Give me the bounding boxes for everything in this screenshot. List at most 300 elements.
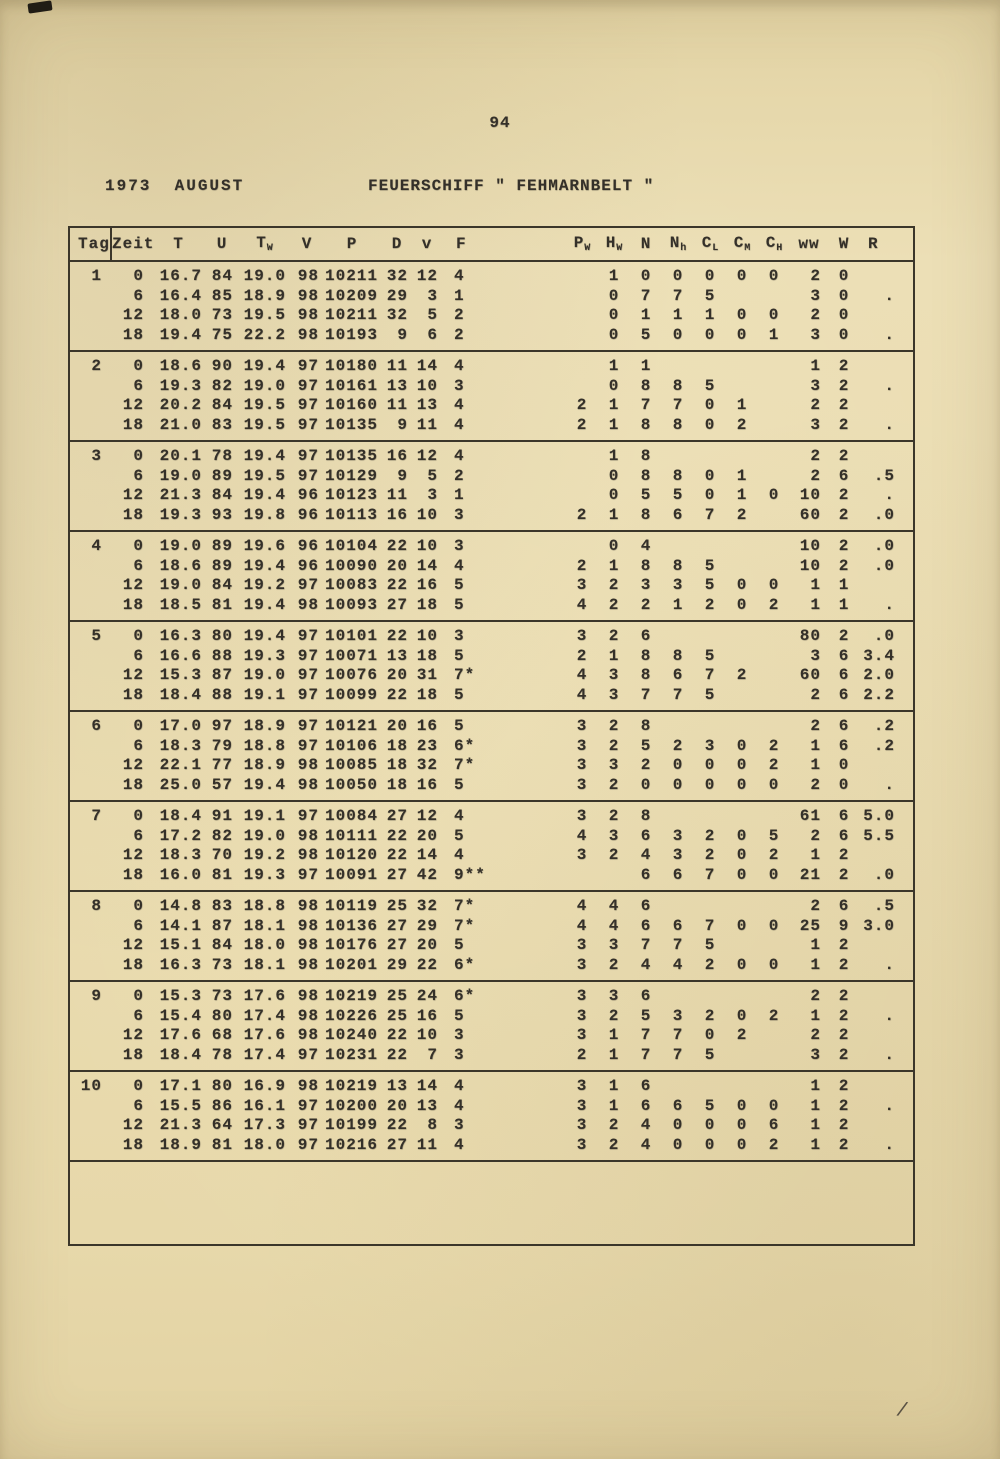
cell-wind-force: 4 [454, 846, 465, 864]
cell-mid-cloud-type: 0 [736, 267, 748, 285]
cell-precipitation: .5 [873, 897, 895, 915]
cell-zeit: 12 [122, 486, 144, 504]
cell-wave-height: 0 [608, 306, 620, 324]
cell-precipitation [860, 396, 913, 416]
cell-mid-cloud-type: 0 [736, 576, 748, 594]
cell-wind-speed: 31 [416, 666, 438, 684]
table-row [70, 447, 913, 467]
cell-air-temp: 17.6 [159, 1026, 202, 1044]
cell-precipitation [860, 756, 913, 776]
cell-humidity: 84 [211, 576, 233, 594]
cell-pressure: 10135 [324, 447, 378, 465]
cell-low-cloud-cover [662, 537, 694, 557]
cell-mid-cloud-type: 0 [736, 826, 748, 845]
cell-wind-direction: 13 [386, 376, 408, 395]
cell-wave-height: 1 [608, 396, 620, 414]
table-row [70, 1136, 913, 1156]
cell-wind-force: 6* [454, 955, 476, 974]
cell-zeit: 0 [133, 717, 144, 735]
cell-zeit: 6 [133, 1006, 144, 1025]
cell-humidity: 80 [211, 1077, 233, 1095]
cell-air-temp: 16.7 [159, 267, 202, 285]
cell-high-cloud-type [758, 447, 790, 467]
cell-humidity: 89 [211, 537, 233, 555]
table-row [70, 357, 913, 377]
cell-air-temp: 18.4 [159, 807, 202, 825]
cell-tag [70, 737, 112, 757]
cell-pressure: 10176 [324, 936, 378, 954]
column-gap [532, 1136, 566, 1156]
cell-low-cloud-cover: 0 [672, 756, 684, 774]
cell-precipitation [860, 936, 913, 956]
cell-pressure: 10211 [324, 267, 378, 285]
cell-wave-period: 3 [576, 936, 588, 954]
cell-wave-period: 4 [576, 595, 588, 614]
cell-visibility: 98 [297, 756, 319, 774]
cell-low-cloud-cover: 8 [672, 376, 684, 395]
table-row [70, 467, 913, 487]
cell-cloud-cover: 8 [640, 666, 652, 684]
cell-wind-speed: 12 [416, 447, 438, 465]
cell-mid-cloud-type: 0 [736, 846, 748, 864]
cell-visibility: 97 [297, 627, 319, 645]
cell-low-cloud-cover: 0 [672, 1116, 684, 1134]
cell-high-cloud-type [758, 666, 790, 686]
table-row [70, 917, 913, 937]
cell-low-cloud-cover: 7 [672, 936, 684, 954]
table-row [70, 647, 913, 667]
cell-wave-period: 3 [576, 846, 588, 864]
column-gap [532, 897, 566, 917]
cell-past-weather: 2 [838, 447, 850, 465]
cell-wind-speed: 12 [416, 807, 438, 825]
cell-low-cloud-type: 2 [704, 955, 716, 974]
cell-air-temp: 18.3 [159, 846, 202, 864]
cell-wind-direction: 22 [386, 627, 408, 645]
cell-high-cloud-type [758, 467, 790, 487]
cell-humidity: 73 [211, 306, 233, 324]
cell-past-weather: 2 [838, 556, 850, 575]
cell-past-weather: 6 [838, 666, 850, 684]
cell-present-weather: 3 [810, 286, 821, 305]
cell-visibility: 98 [297, 987, 319, 1005]
column-gap [532, 756, 566, 776]
cell-low-cloud-cover [662, 627, 694, 647]
cell-precipitation: . [884, 486, 895, 504]
cell-pressure: 10090 [324, 556, 378, 575]
cell-precipitation: .5 [873, 466, 895, 485]
cell-zeit: 12 [122, 756, 144, 774]
cell-tag [70, 506, 112, 526]
cell-visibility: 97 [297, 666, 319, 684]
cell-mid-cloud-type: 1 [736, 486, 748, 504]
cell-water-temp: 19.3 [243, 865, 286, 884]
table-row [70, 686, 913, 706]
cell-wind-direction: 22 [386, 846, 408, 864]
cell-water-temp: 18.8 [243, 897, 286, 915]
column-header-precipitation [860, 235, 913, 253]
cell-wind-direction: 18 [386, 775, 408, 794]
cell-low-cloud-type [694, 807, 726, 827]
cell-high-cloud-type [758, 287, 790, 307]
cell-humidity: 86 [211, 1096, 233, 1115]
table-row [70, 306, 913, 326]
cell-wind-speed: 10 [416, 1026, 438, 1044]
cell-high-cloud-type [758, 506, 790, 526]
cell-wind-force: 5 [454, 717, 465, 735]
cell-wave-period [566, 287, 598, 307]
cell-pressure: 10050 [324, 775, 378, 794]
cell-low-cloud-cover: 0 [672, 1135, 684, 1154]
cell-visibility: 97 [297, 447, 319, 465]
cell-zeit: 18 [122, 415, 144, 434]
cell-pressure: 10231 [324, 1045, 378, 1064]
cell-humidity: 73 [211, 987, 233, 1005]
cell-high-cloud-type: 0 [768, 267, 780, 285]
cell-wind-speed: 16 [416, 576, 438, 594]
cell-water-temp: 19.4 [243, 775, 286, 794]
cell-visibility: 98 [297, 846, 319, 864]
cell-water-temp: 19.8 [243, 505, 286, 524]
column-label: P [573, 234, 585, 252]
cell-mid-cloud-type [726, 1046, 758, 1066]
cell-high-cloud-type [758, 1026, 790, 1046]
cell-zeit: 12 [122, 936, 144, 954]
cell-high-cloud-type: 2 [768, 1006, 780, 1025]
cell-wind-direction: 32 [386, 267, 408, 285]
table-row [70, 537, 913, 557]
column-header-visibility [292, 235, 322, 253]
cell-wave-height: 1 [608, 556, 620, 575]
cell-wave-height: 1 [608, 357, 620, 375]
cell-wind-speed: 11 [416, 415, 438, 434]
cell-wave-period: 4 [576, 897, 588, 915]
column-header-high-cloud-type [758, 234, 790, 254]
cell-humidity: 84 [211, 486, 233, 504]
column-label: C [765, 234, 777, 252]
cell-wave-period: 3 [576, 807, 588, 825]
cell-high-cloud-type: 2 [768, 756, 780, 774]
cell-low-cloud-type: 0 [704, 1135, 716, 1154]
cell-water-temp: 19.2 [243, 846, 286, 864]
cell-precipitation: .0 [873, 865, 895, 884]
cell-mid-cloud-type: 2 [736, 1026, 748, 1044]
column-label: T [256, 234, 267, 252]
cell-high-cloud-type: 0 [768, 955, 780, 974]
cell-precipitation: .2 [873, 717, 895, 735]
cell-zeit: 6 [133, 646, 144, 665]
cell-wind-direction: 27 [386, 1135, 408, 1154]
cell-past-weather: 2 [838, 846, 850, 864]
cell-wave-period: 3 [576, 1096, 588, 1115]
cell-zeit: 18 [122, 505, 144, 524]
cell-wave-height: 0 [608, 286, 620, 305]
cell-air-temp: 18.9 [159, 1135, 202, 1154]
table-row [70, 1116, 913, 1136]
cell-precipitation: .0 [873, 556, 895, 575]
cell-visibility: 98 [297, 286, 319, 305]
cell-visibility: 96 [297, 537, 319, 555]
cell-low-cloud-cover: 1 [672, 306, 684, 324]
column-label: U [216, 235, 228, 253]
cell-high-cloud-type [758, 987, 790, 1007]
column-gap [532, 396, 566, 416]
cell-low-cloud-type: 0 [704, 415, 716, 434]
column-gap [532, 267, 566, 287]
cell-present-weather: 2 [810, 897, 821, 915]
column-label: R [868, 235, 879, 253]
cell-low-cloud-cover [662, 1077, 694, 1097]
cell-mid-cloud-type: 0 [736, 955, 748, 974]
cell-wave-period: 3 [576, 775, 588, 794]
column-header-tag [70, 228, 112, 260]
day-group-1 [70, 262, 913, 352]
cell-present-weather: 2 [810, 717, 821, 735]
cell-low-cloud-type: 0 [704, 1116, 716, 1134]
cell-pressure: 10200 [324, 1096, 378, 1115]
column-gap [532, 576, 566, 596]
cell-low-cloud-cover [662, 357, 694, 377]
cell-high-cloud-type: 5 [768, 826, 780, 845]
table-body [70, 262, 913, 1162]
cell-tag [70, 1046, 112, 1066]
cell-wave-height: 2 [608, 717, 620, 735]
cell-wave-period: 3 [576, 1026, 588, 1044]
cell-wave-period [566, 306, 598, 326]
cell-high-cloud-type: 2 [768, 736, 780, 755]
cell-mid-cloud-type [726, 627, 758, 647]
column-gap [532, 1026, 566, 1046]
cell-tag: 1 [91, 267, 102, 285]
cell-cloud-cover: 7 [640, 1026, 652, 1044]
cell-water-temp: 18.8 [243, 736, 286, 755]
cell-humidity: 84 [211, 396, 233, 414]
column-header-water-temp [237, 234, 292, 254]
cell-cloud-cover: 8 [640, 447, 652, 465]
column-label: v [421, 235, 433, 253]
cell-mid-cloud-type: 0 [736, 1096, 748, 1115]
column-gap [532, 1077, 566, 1097]
cell-water-temp: 19.4 [243, 357, 286, 375]
cell-mid-cloud-type: 0 [736, 865, 748, 884]
cell-wave-height: 1 [608, 1096, 620, 1115]
cell-present-weather: 2 [810, 306, 821, 324]
cell-humidity: 87 [211, 916, 233, 935]
column-gap [532, 647, 566, 667]
cell-mid-cloud-type: 1 [736, 466, 748, 485]
cell-cloud-cover: 7 [640, 1045, 652, 1064]
cell-past-weather: 2 [838, 936, 850, 954]
cell-wind-force: 7* [454, 666, 476, 684]
column-header-present-weather [790, 235, 828, 253]
cell-low-cloud-type: 0 [704, 486, 716, 504]
column-gap [532, 666, 566, 686]
cell-humidity: 57 [211, 775, 233, 794]
cell-wind-force: 4 [454, 396, 465, 414]
cell-water-temp: 19.3 [243, 646, 286, 665]
cell-humidity: 78 [211, 1045, 233, 1064]
cell-wind-force: 3 [454, 376, 465, 395]
cell-wind-speed: 7 [427, 1045, 438, 1064]
cell-visibility: 97 [297, 1135, 319, 1154]
column-gap [532, 1116, 566, 1136]
cell-low-cloud-cover: 8 [672, 415, 684, 434]
page-number: 94 [489, 114, 511, 132]
cell-high-cloud-type [758, 557, 790, 577]
cell-wind-speed: 13 [416, 396, 438, 414]
cell-low-cloud-cover: 6 [672, 916, 684, 935]
cell-wind-speed: 29 [416, 916, 438, 935]
cell-low-cloud-type [694, 717, 726, 737]
cell-wind-force: 5 [454, 685, 465, 704]
cell-pressure: 10099 [324, 685, 378, 704]
cell-cloud-cover: 8 [640, 415, 652, 434]
cell-low-cloud-cover: 6 [672, 1096, 684, 1115]
cell-low-cloud-type: 2 [704, 1006, 716, 1025]
cell-wind-direction: 22 [386, 537, 408, 555]
column-header-wind-force [442, 235, 532, 253]
cell-cloud-cover: 6 [640, 826, 652, 845]
cell-wave-height: 2 [608, 627, 620, 645]
cell-past-weather: 2 [838, 627, 850, 645]
cell-wave-height: 0 [608, 376, 620, 395]
column-gap [532, 1097, 566, 1117]
cell-present-weather: 2 [810, 1026, 821, 1044]
cell-precipitation: . [884, 1045, 895, 1064]
cell-wind-force: 5 [454, 576, 465, 594]
cell-present-weather: 1 [810, 1116, 821, 1134]
table-row [70, 596, 913, 616]
cell-wave-height: 2 [608, 1135, 620, 1154]
cell-pressure: 10160 [324, 396, 378, 414]
cell-visibility: 97 [297, 466, 319, 485]
report-title: FEUERSCHIFF " FEHMARNBELT " [368, 177, 655, 195]
cell-cloud-cover: 4 [640, 537, 652, 555]
cell-mid-cloud-type: 0 [736, 736, 748, 755]
column-gap [532, 807, 566, 827]
column-gap [532, 936, 566, 956]
cell-tag [70, 1007, 112, 1027]
cell-precipitation [860, 357, 913, 377]
cell-past-weather: 2 [838, 415, 850, 434]
cell-mid-cloud-type: 1 [736, 396, 748, 414]
cell-past-weather: 0 [838, 267, 850, 285]
cell-humidity: 83 [211, 897, 233, 915]
cell-present-weather: 2 [810, 775, 821, 794]
cell-high-cloud-type [758, 357, 790, 377]
cell-wave-period: 3 [576, 717, 588, 735]
cell-wind-direction: 11 [386, 357, 408, 375]
day-group-4 [70, 532, 913, 622]
cell-humidity: 68 [211, 1026, 233, 1044]
cell-wind-force: 7* [454, 756, 476, 774]
cell-wind-direction: 22 [386, 1045, 408, 1064]
column-label-subscript: W [616, 243, 623, 254]
day-group-9 [70, 982, 913, 1072]
cell-pressure: 10193 [324, 325, 378, 344]
cell-wind-speed: 16 [416, 1006, 438, 1025]
cell-wind-direction: 22 [386, 1026, 408, 1044]
cell-zeit: 6 [133, 376, 144, 395]
table-row [70, 956, 913, 976]
cell-high-cloud-type [758, 686, 790, 706]
cell-humidity: 75 [211, 325, 233, 344]
cell-humidity: 81 [211, 865, 233, 884]
column-gap [532, 866, 566, 886]
cell-zeit: 0 [133, 537, 144, 555]
cell-cloud-cover: 3 [640, 576, 652, 594]
cell-tag [70, 917, 112, 937]
cell-low-cloud-cover: 1 [672, 595, 684, 614]
cell-wind-direction: 29 [386, 286, 408, 305]
cell-water-temp: 19.5 [243, 415, 286, 434]
cell-precipitation [860, 267, 913, 287]
cell-high-cloud-type: 2 [768, 595, 780, 614]
cell-air-temp: 17.2 [159, 826, 202, 845]
cell-wind-direction: 16 [386, 505, 408, 524]
cell-humidity: 84 [211, 936, 233, 954]
cell-past-weather: 6 [838, 736, 850, 755]
cell-air-temp: 18.5 [159, 595, 202, 614]
cell-low-cloud-cover: 6 [672, 865, 684, 884]
cell-wind-speed: 8 [427, 1116, 438, 1134]
cell-past-weather: 6 [838, 646, 850, 665]
column-header-low-cloud-cover [662, 234, 694, 254]
cell-humidity: 82 [211, 826, 233, 845]
cell-past-weather: 2 [838, 505, 850, 524]
cell-pressure: 10121 [324, 717, 378, 735]
cell-pressure: 10091 [324, 865, 378, 884]
cell-tag: 3 [91, 447, 102, 465]
cell-low-cloud-cover [662, 987, 694, 1007]
cell-visibility: 98 [297, 325, 319, 344]
cell-water-temp: 17.4 [243, 1045, 286, 1064]
cell-air-temp: 19.3 [159, 505, 202, 524]
cell-low-cloud-type: 0 [704, 775, 716, 794]
cell-present-weather: 60 [799, 666, 821, 684]
cell-present-weather: 1 [810, 576, 821, 594]
cell-precipitation: . [884, 415, 895, 434]
cell-tag [70, 827, 112, 847]
cell-wave-period: 4 [576, 826, 588, 845]
cell-wave-height: 2 [608, 1006, 620, 1025]
cell-humidity: 97 [211, 717, 233, 735]
cell-wind-direction: 27 [386, 936, 408, 954]
cell-humidity: 79 [211, 736, 233, 755]
cell-tag [70, 576, 112, 596]
cell-cloud-cover: 5 [640, 486, 652, 504]
cell-water-temp: 19.0 [243, 267, 286, 285]
cell-zeit: 6 [133, 1096, 144, 1115]
cell-present-weather: 1 [810, 846, 821, 864]
cell-air-temp: 16.3 [159, 627, 202, 645]
cell-past-weather: 0 [838, 775, 850, 794]
cell-wind-speed: 32 [416, 756, 438, 774]
cell-present-weather: 10 [799, 486, 821, 504]
column-gap [532, 486, 566, 506]
table-row [70, 1046, 913, 1066]
cell-pressure: 10076 [324, 666, 378, 684]
cell-wind-direction: 25 [386, 1006, 408, 1025]
cell-humidity: 78 [211, 447, 233, 465]
cell-wind-speed: 5 [427, 466, 438, 485]
cell-wave-height: 2 [608, 595, 620, 614]
cell-wind-direction: 22 [386, 826, 408, 845]
cell-wave-period [566, 866, 598, 886]
cell-present-weather: 3 [810, 325, 821, 344]
cell-humidity: 87 [211, 666, 233, 684]
cell-wave-height: 1 [608, 1026, 620, 1044]
